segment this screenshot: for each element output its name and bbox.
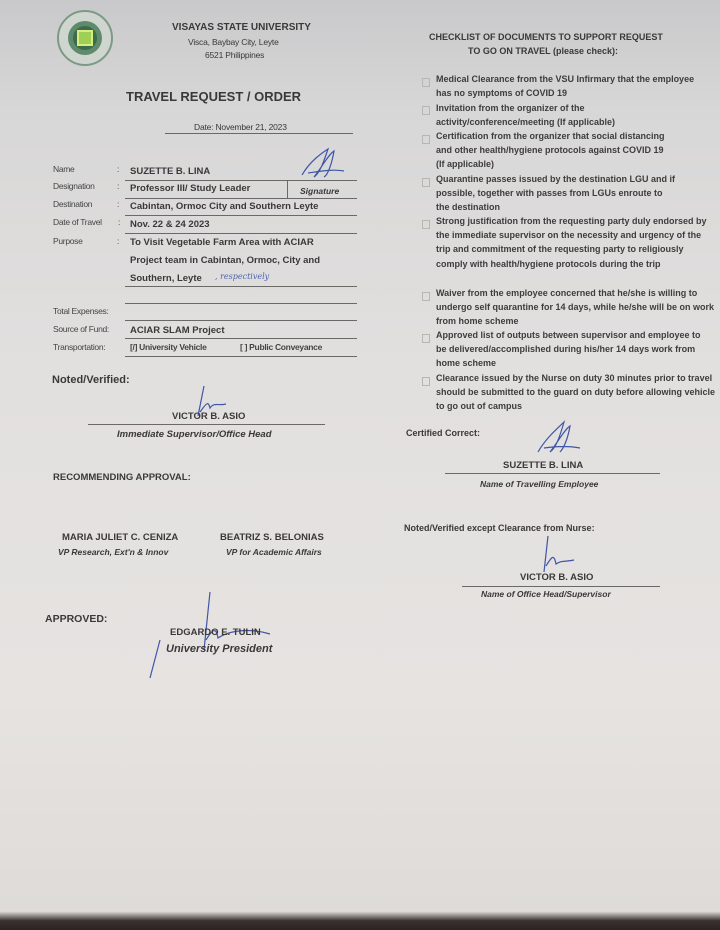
checklist-checkbox[interactable] <box>422 334 430 343</box>
noted-verified-label: Noted/Verified: <box>52 374 130 386</box>
certified-correct-label: Certified Correct: <box>406 428 481 438</box>
signature-label: Signature <box>300 186 340 196</box>
transport-public-conveyance: [ ] Public Conveyance <box>240 342 323 352</box>
purpose-line-2: Project team in Cabintan, Ormoc, City and <box>130 255 321 266</box>
checklist-item: Waiver from the employee concerned that he/she is willing to undergo self quarantine for 14 days, while he/she will be on work from home scheme <box>436 288 715 327</box>
checklist-checkbox[interactable] <box>422 178 430 187</box>
purpose-line-3: Southern, Leyte <box>130 273 202 284</box>
checklist-item: Certification from the organizer that social distancing and other health/hygiene protocols against COVID 19 (If applicable) <box>436 131 665 170</box>
total-expenses-label: Total Expenses: <box>53 306 109 316</box>
date-of-travel-label: Date of Travel <box>53 217 102 227</box>
destination-label: Destination <box>53 199 93 209</box>
vp-academic-name: BEATRIZ S. BELONIAS <box>220 532 324 543</box>
form-title: TRAVEL REQUEST / ORDER <box>126 89 302 104</box>
checklist-item: Strong justification from the requesting party duly endorsed by the immediate supervisor on the necessity and urgency of the trip and commitment of the requesting party to religiously comply with health/hygiene protocols during the trip <box>436 216 707 269</box>
president-title: University President <box>166 643 273 655</box>
vp-research-title: VP Research, Ext'n & Innov <box>58 547 169 557</box>
checklist-item: Clearance issued by the Nurse on duty 30 minutes prior to travel should be submitted to the guard on duty before allowing vehicle to go out of campus <box>436 373 716 412</box>
checklist-checkbox[interactable] <box>422 377 430 386</box>
checklist-checkbox[interactable] <box>422 220 430 229</box>
checklist-item: Approved list of outputs between supervisor and employee to be delivered/accomplished during his/her 14 days work from home scheme <box>436 330 701 369</box>
date-of-travel-value: Nov. 22 & 24 2023 <box>130 219 210 230</box>
designation-label: Designation <box>53 181 95 191</box>
office-head-name: VICTOR B. ASIO <box>520 572 594 583</box>
purpose-line-1: To Visit Vegetable Farm Area with ACIAR <box>130 237 314 248</box>
purpose-label: Purpose <box>53 236 83 246</box>
university-name: VISAYAS STATE UNIVERSITY <box>172 22 311 33</box>
checklist-checkbox[interactable] <box>422 106 430 115</box>
president-name: EDGARDO E. TULIN <box>170 627 261 638</box>
form-date: Date: November 21, 2023 <box>194 122 287 132</box>
approved-label: APPROVED: <box>45 613 108 625</box>
checklist-subtitle: TO GO ON TRAVEL (please check): <box>468 46 619 56</box>
university-postal: 6521 Philippines <box>205 50 265 60</box>
checklist-item: Quarantine passes issued by the destination LGU and if possible, together with passes from LGUs enroute to the destination <box>436 174 676 213</box>
certified-title: Name of Travelling Employee <box>480 479 599 489</box>
checklist-checkbox[interactable] <box>422 292 430 301</box>
transport-university-vehicle: [/] University Vehicle <box>130 342 207 352</box>
university-logo <box>57 10 113 66</box>
certified-name: SUZETTE B. LINA <box>503 460 584 471</box>
purpose-handwritten-note: , respectively <box>215 272 270 281</box>
university-address: Visca, Baybay City, Leyte <box>188 37 279 47</box>
recommending-approval-label: RECOMMENDING APPROVAL: <box>53 472 191 483</box>
checklist-item: Invitation from the organizer of the activity/conference/meeting (If applicable) <box>436 103 616 128</box>
checklist-checkbox[interactable] <box>422 135 430 144</box>
checklist-item: Medical Clearance from the VSU Infirmary that the employee has no symptoms of COVID 19 <box>436 74 695 99</box>
vp-academic-title: VP for Academic Affairs <box>226 547 322 557</box>
source-of-fund-value: ACIAR SLAM Project <box>130 325 225 336</box>
name-label: Name <box>53 164 75 174</box>
vp-research-name: MARIA JULIET C. CENIZA <box>62 532 179 543</box>
transportation-label: Transportation: <box>53 342 106 352</box>
supervisor-title: Immediate Supervisor/Office Head <box>117 429 272 440</box>
destination-value: Cabintan, Ormoc City and Southern Leyte <box>130 201 319 212</box>
supervisor-name: VICTOR B. ASIO <box>172 411 246 422</box>
name-value: SUZETTE B. LINA <box>130 166 211 177</box>
office-head-title: Name of Office Head/Supervisor <box>481 589 611 599</box>
checklist-checkbox[interactable] <box>422 78 430 87</box>
noted-except-label: Noted/Verified except Clearance from Nurse: <box>404 523 595 533</box>
checklist-title: CHECKLIST OF DOCUMENTS TO SUPPORT REQUEST <box>429 32 663 42</box>
office-head-signature <box>536 532 576 577</box>
employee-signature-2 <box>534 418 584 463</box>
source-of-fund-label: Source of Fund: <box>53 324 109 334</box>
designation-value: Professor III/ Study Leader <box>130 183 251 194</box>
employee-signature <box>298 145 348 188</box>
